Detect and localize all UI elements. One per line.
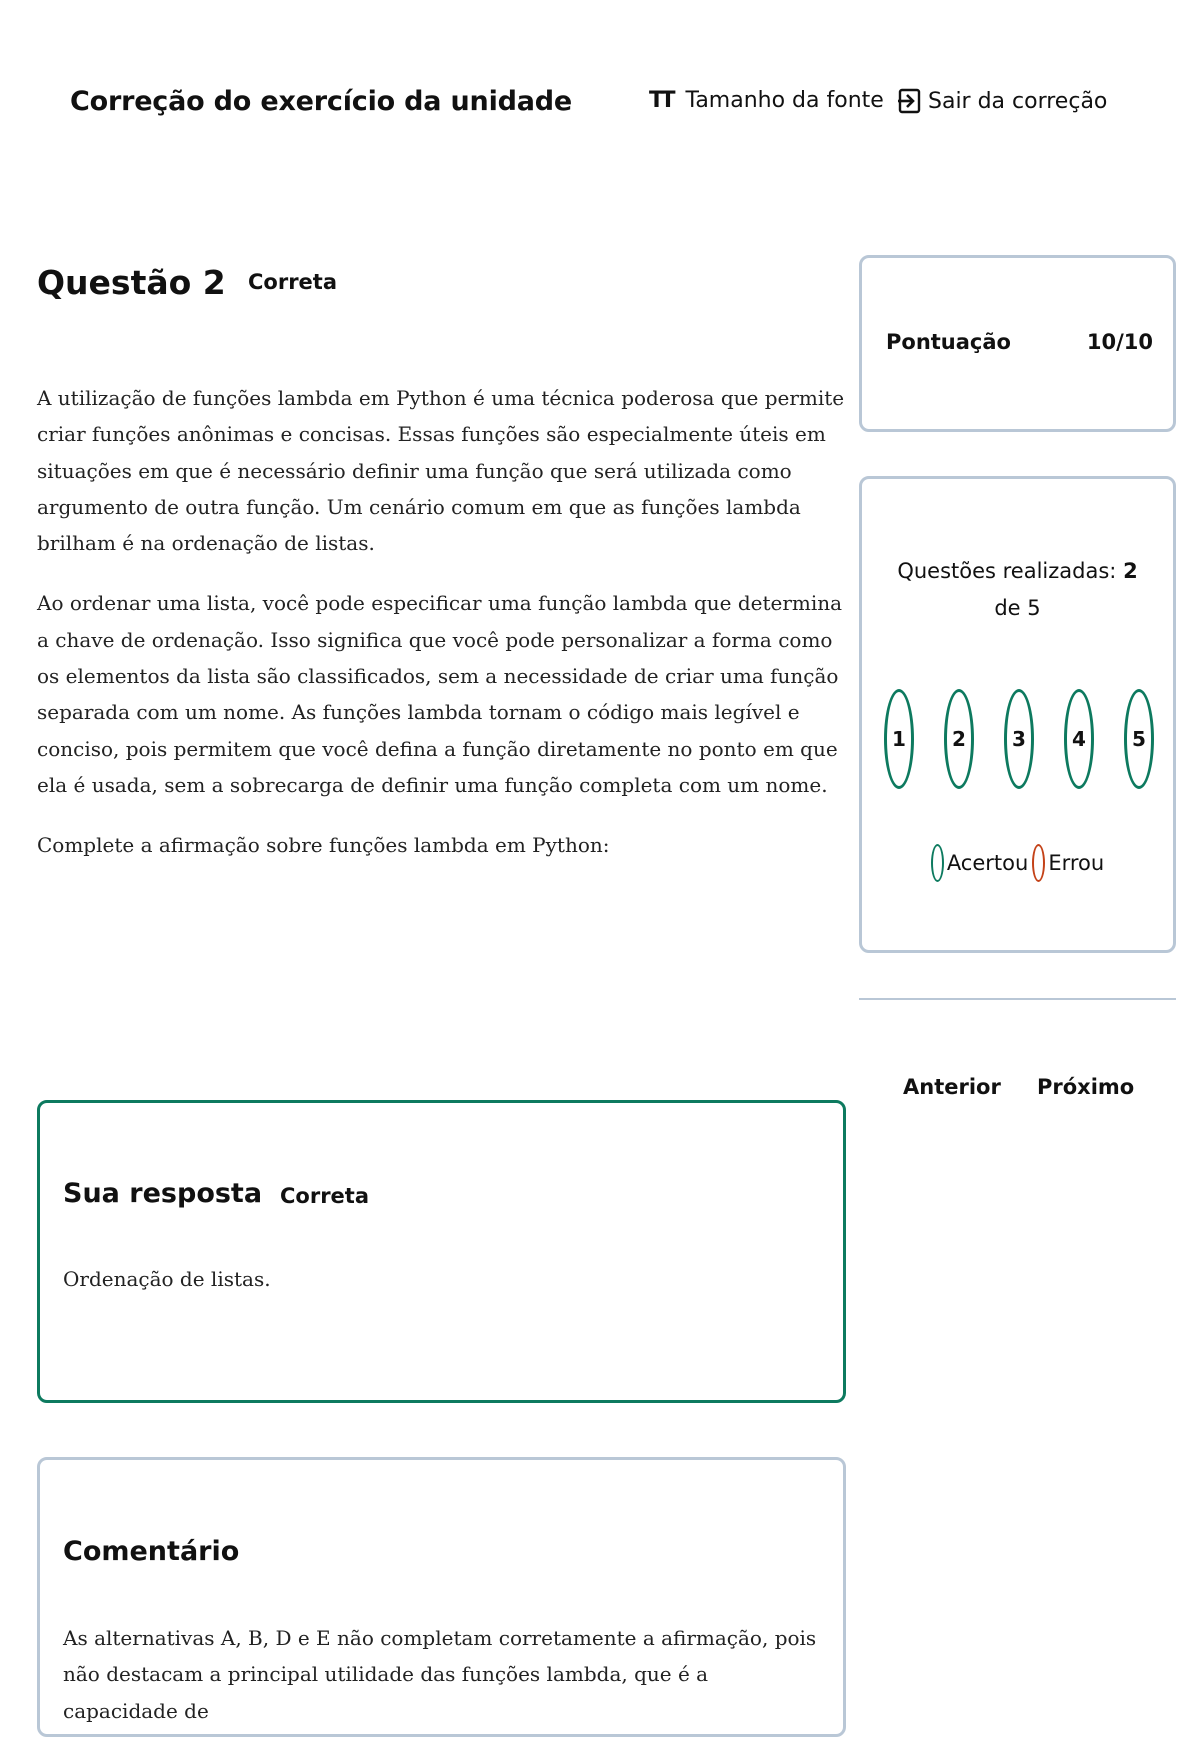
question-body — [37, 380, 853, 888]
answer-text: Ordenação de listas. — [63, 1267, 271, 1291]
legend-wrong-label: Errou — [1048, 851, 1105, 875]
question-pill-2[interactable]: 2 — [944, 689, 974, 789]
score-label: Pontuação — [886, 330, 1011, 354]
question-status-badge: Correta — [248, 270, 338, 294]
page-title: Correção do exercício da unidade — [70, 86, 573, 117]
question-paragraph: A utilização de funções lambda em Python é uma técnica poderosa que permite criar funções anônimas e concisas. Essas funções são especialmente úteis em situações em que é necessário definir uma função que será utilizada como argumento de outra função. Um cenário comum em que as funções lambda brilham é na ordenação de listas. — [37, 386, 845, 556]
progress-label: Questões realizadas: — [897, 559, 1117, 583]
comment-title: Comentário — [63, 1536, 240, 1567]
question-pill-3[interactable]: 3 — [1004, 689, 1034, 789]
wrong-swatch-icon — [1032, 844, 1045, 882]
sidebar-divider — [859, 998, 1176, 1000]
question-pill-4[interactable]: 4 — [1064, 689, 1094, 789]
progress-card — [859, 476, 1176, 953]
answer-card — [37, 1100, 846, 1403]
question-paragraph: Ao ordenar uma lista, você pode especificar uma função lambda que determina a chave de ordenação. Isso significa que você pode personalizar a forma como os elementos da lista são classificados, sem a necessidade de criar uma função separada com um nome. As funções lambda tornam o código mais legível e conciso, pois permitem que você defina a função diretamente no ponto em que ela é usada, sem a sobrecarga de definir uma função completa com um nome. — [37, 591, 843, 797]
progress-connector: de — [994, 596, 1021, 620]
exit-icon — [898, 88, 922, 114]
progress-summary — [862, 553, 1173, 627]
progress-done: 2 — [1123, 559, 1138, 583]
question-prompt: Complete a afirmação sobre funções lambda em Python: — [37, 833, 610, 858]
answer-title: Sua resposta — [63, 1178, 263, 1209]
score-card — [859, 255, 1176, 432]
comment-card — [37, 1457, 846, 1737]
legend — [862, 844, 1173, 882]
question-pill-5[interactable]: 5 — [1124, 689, 1154, 789]
question-title: Questão 2 — [37, 263, 226, 302]
answer-status-badge: Correta — [280, 1184, 370, 1208]
question-navigator — [884, 689, 1154, 789]
font-size-icon: TT — [649, 88, 672, 113]
correct-swatch-icon — [931, 844, 944, 882]
score-value: 10/10 — [1086, 330, 1153, 354]
legend-correct-label: Acertou — [946, 851, 1029, 875]
font-size-button[interactable] — [649, 88, 884, 113]
next-button[interactable]: Próximo — [1037, 1075, 1135, 1099]
exit-correction-button[interactable] — [898, 88, 1107, 114]
exit-label: Sair da correção — [928, 88, 1108, 114]
question-pill-1[interactable]: 1 — [884, 689, 914, 789]
progress-total: 5 — [1027, 596, 1041, 620]
comment-text: As alternativas A, B, D e E não completam corretamente a afirmação, pois não destacam a principal utilidade das funções lambda, que é a capacidade de — [63, 1626, 817, 1723]
previous-button[interactable]: Anterior — [903, 1075, 1001, 1099]
font-size-label: Tamanho da fonte — [685, 88, 884, 113]
